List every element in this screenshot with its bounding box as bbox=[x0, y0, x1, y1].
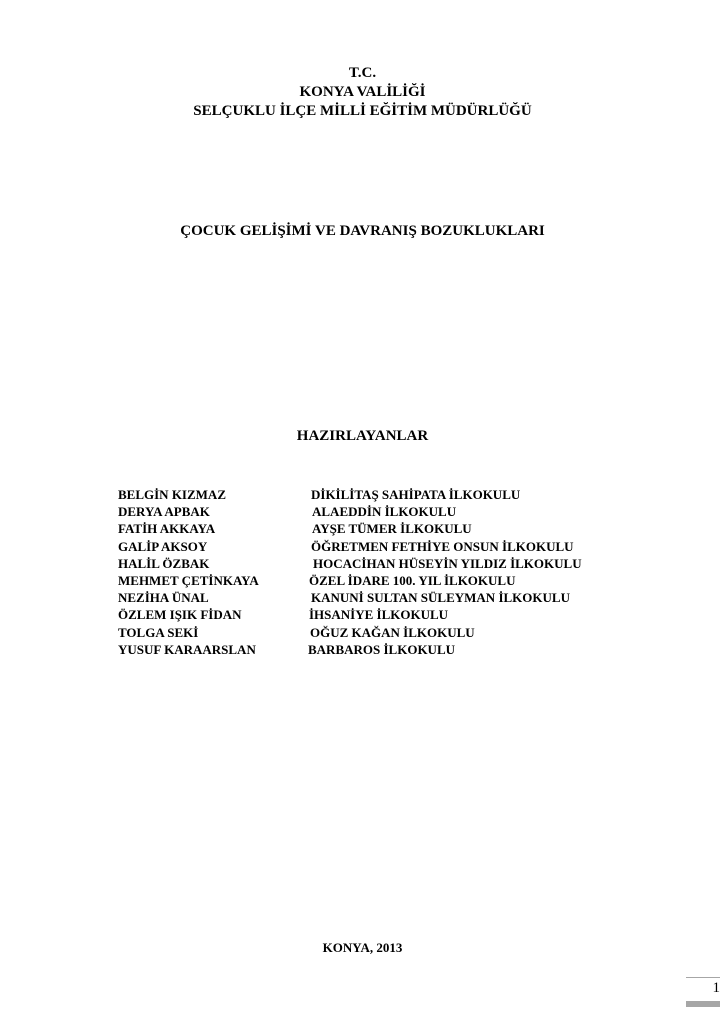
author-school: İHSANİYE İLKOKULU bbox=[309, 607, 449, 623]
author-name: NEZİHA ÜNAL bbox=[118, 590, 209, 606]
author-school: BARBAROS İLKOKULU bbox=[308, 641, 455, 657]
author-name: FATİH AKKAYA bbox=[118, 521, 216, 537]
author-school: KANUNİ SULTAN SÜLEYMAN İLKOKULU bbox=[311, 590, 570, 606]
author-name: ÖZLEM IŞIK FİDAN bbox=[118, 607, 242, 623]
author-name: HALİL ÖZBAK bbox=[118, 555, 210, 571]
author-school: HOCACİHAN HÜSEYİN YILDIZ İLKOKULU bbox=[313, 555, 582, 571]
author-name: MEHMET ÇETİNKAYA bbox=[118, 572, 259, 588]
author-name: TOLGA SEKİ bbox=[118, 624, 199, 640]
author-name: GALİP AKSOY bbox=[118, 538, 208, 554]
author-school: AYŞE TÜMER İLKOKULU bbox=[312, 521, 472, 537]
author-school: DİKİLİTAŞ SAHİPATA İLKOKULU bbox=[311, 487, 521, 502]
author-school: ALAEDDİN İLKOKULU bbox=[312, 504, 457, 520]
place-and-year: KONYA, 2013 bbox=[322, 940, 403, 955]
document-header bbox=[0, 64, 725, 121]
prepared-by-heading: HAZIRLAYANLAR bbox=[296, 428, 429, 444]
document-title: ÇOCUK GELİŞİMİ VE DAVRANIŞ BOZUKLUKLARI bbox=[180, 223, 545, 239]
header-governorship: KONYA VALİLİĞİ bbox=[299, 84, 426, 100]
author-name: DERYA APBAK bbox=[118, 504, 210, 520]
author-name: BELGİN KIZMAZ bbox=[118, 487, 226, 502]
header-country: T.C. bbox=[348, 65, 377, 81]
author-school: ÖZEL İDARE 100. YIL İLKOKULU bbox=[309, 572, 516, 588]
author-school: OĞUZ KAĞAN İLKOKULU bbox=[310, 624, 475, 640]
page-number-rule bbox=[686, 977, 720, 978]
header-directorate: SELÇUKLU İLÇE MİLLİ EĞİTİM MÜDÜRLÜĞÜ bbox=[193, 103, 532, 119]
author-name: YUSUF KARAARSLAN bbox=[118, 641, 256, 657]
page-number: 1 bbox=[712, 980, 720, 996]
author-school: ÖĞRETMEN FETHİYE ONSUN İLKOKULU bbox=[311, 538, 574, 554]
page-number-bar bbox=[686, 1001, 720, 1007]
